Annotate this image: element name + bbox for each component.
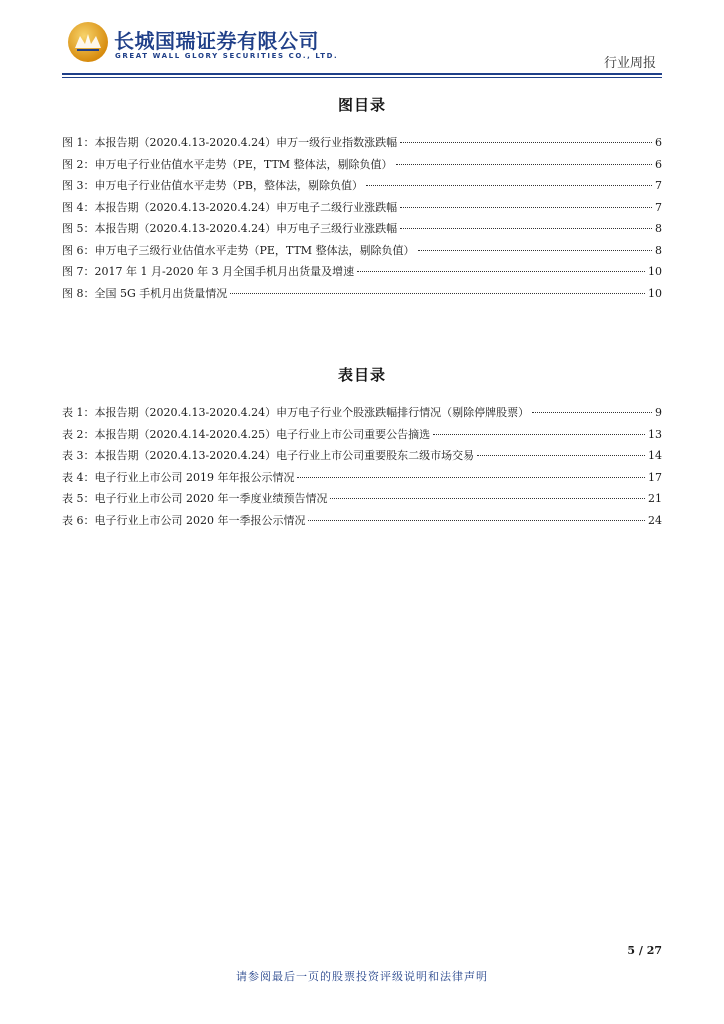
toc-entry-page: 7 <box>655 200 662 214</box>
toc-dot-leader <box>433 434 645 435</box>
tables-toc-list <box>62 402 662 531</box>
toc-entry-label: 表 3：本报告期（2020.4.13-2020.4.24）电子行业上市公司重要股东二级市场交易 <box>62 449 475 462</box>
toc-entry[interactable] <box>62 261 662 283</box>
toc-dot-leader <box>308 520 645 521</box>
toc-entry-label: 表 1：本报告期（2020.4.13-2020.4.24）申万电子行业个股涨跌幅排行情况（剔除停牌股票） <box>62 406 530 419</box>
figures-toc-title: 图目录 <box>337 96 386 114</box>
toc-entry[interactable] <box>62 154 662 176</box>
toc-entry[interactable] <box>62 467 662 489</box>
toc-entry-page: 21 <box>648 492 662 505</box>
toc-entry-label: 图 8：全国 5G 手机月出货量情况 <box>62 286 228 300</box>
toc-entry-label: 表 2：本报告期（2020.4.14-2020.4.25）电子行业上市公司重要公告摘选 <box>62 427 431 441</box>
toc-dot-leader <box>230 293 645 294</box>
toc-dot-leader <box>297 477 645 478</box>
toc-dot-leader <box>366 185 652 186</box>
toc-entry-page: 14 <box>648 449 662 462</box>
toc-entry-label: 表 6：电子行业上市公司 2020 年一季报公示情况 <box>62 513 306 527</box>
toc-entry-page: 6 <box>655 136 662 149</box>
toc-entry[interactable] <box>62 424 662 446</box>
toc-dot-leader <box>400 207 652 208</box>
toc-dot-leader <box>357 271 645 272</box>
toc-entry[interactable] <box>62 510 662 532</box>
toc-dot-leader <box>532 412 652 413</box>
toc-entry[interactable] <box>62 445 662 467</box>
toc-entry-label: 图 5：本报告期（2020.4.13-2020.4.24）申万电子三级行业涨跌幅 <box>62 222 398 235</box>
page-header <box>62 18 662 76</box>
toc-entry-label: 图 7：2017 年 1 月-2020 年 3 月全国手机月出货量及增速 <box>62 265 355 278</box>
toc-entry-label: 图 1：本报告期（2020.4.13-2020.4.24）申万一级行业指数涨跌幅 <box>62 136 398 149</box>
toc-entry-label: 图 2：申万电子行业估值水平走势（PE，TTM 整体法，剔除负值） <box>62 157 393 171</box>
toc-entry-page: 24 <box>648 513 662 527</box>
toc-dot-leader <box>400 228 652 229</box>
toc-entry-label: 图 4：本报告期（2020.4.13-2020.4.24）申万电子二级行业涨跌幅 <box>62 200 398 214</box>
toc-entry[interactable] <box>62 132 662 154</box>
footer-disclaimer: 请参阅最后一页的股票投资评级说明和法律声明 <box>236 970 488 983</box>
toc-entry-label: 表 5：电子行业上市公司 2020 年一季度业绩预告情况 <box>62 492 328 505</box>
report-type-label: 行业周报 <box>603 56 656 71</box>
figures-toc-list <box>62 132 662 304</box>
toc-dot-leader <box>330 498 645 499</box>
toc-entry-page: 9 <box>655 406 662 419</box>
toc-entry[interactable] <box>62 402 662 424</box>
toc-dot-leader <box>396 164 652 165</box>
toc-dot-leader <box>418 250 652 251</box>
toc-entry-label: 图 3：申万电子行业估值水平走势（PB，整体法，剔除负值） <box>62 179 363 192</box>
toc-entry-page: 8 <box>655 222 662 235</box>
header-divider <box>62 73 662 75</box>
toc-entry[interactable] <box>62 240 662 262</box>
toc-entry-label: 表 4：电子行业上市公司 2019 年年报公示情况 <box>62 470 295 484</box>
company-name-cn: 长城国瑞证券有限公司 <box>114 29 319 53</box>
great-wall-logo-icon <box>66 20 110 64</box>
header-divider-thin <box>62 77 662 78</box>
toc-dot-leader <box>400 142 652 143</box>
toc-entry-label: 图 6：申万电子三级行业估值水平走势（PE，TTM 整体法，剔除负值） <box>62 243 415 257</box>
toc-entry-page: 8 <box>655 243 662 257</box>
toc-entry[interactable] <box>62 283 662 305</box>
page-number: 5 / 27 <box>627 944 662 957</box>
toc-entry[interactable] <box>62 488 662 510</box>
toc-entry-page: 7 <box>655 179 662 192</box>
tables-toc-title: 表目录 <box>337 366 386 384</box>
toc-entry[interactable] <box>62 218 662 240</box>
company-name-en: GREAT WALL GLORY SECURITIES CO., LTD. <box>115 52 339 60</box>
toc-entry[interactable] <box>62 175 662 197</box>
toc-entry-page: 10 <box>648 286 662 300</box>
toc-dot-leader <box>477 455 645 456</box>
toc-entry-page: 10 <box>648 265 662 278</box>
toc-entry-page: 13 <box>648 427 662 441</box>
toc-entry[interactable] <box>62 197 662 219</box>
toc-entry-page: 6 <box>655 157 662 171</box>
toc-entry-page: 17 <box>648 470 662 484</box>
